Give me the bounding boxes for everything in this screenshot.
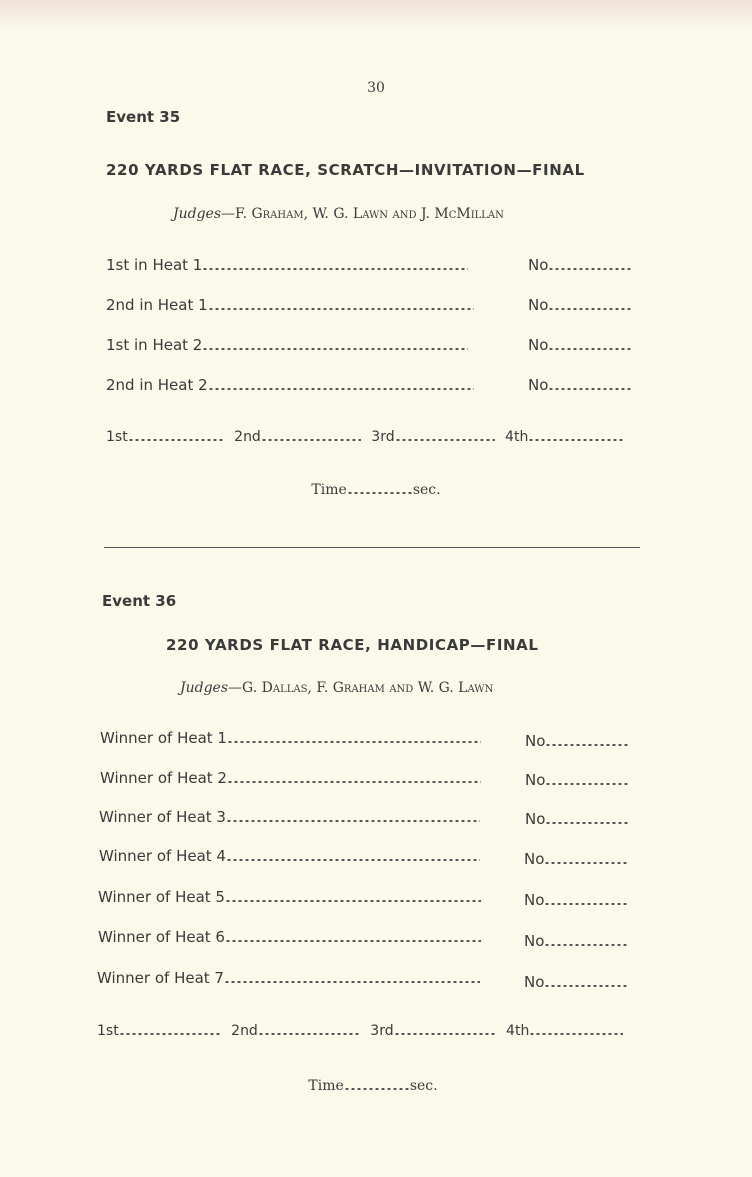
judges-prefix: Judges— — [173, 206, 236, 222]
fill-line[interactable] — [224, 981, 480, 983]
page-edge-shading — [0, 0, 752, 30]
number-fill-line[interactable] — [544, 985, 628, 987]
number-fill-line[interactable] — [548, 268, 632, 270]
place-fill-line[interactable] — [528, 439, 624, 441]
row-label: Winner of Heat 3 — [99, 808, 226, 826]
result-row — [106, 375, 474, 395]
row-label: 1st in Heat 2 — [106, 336, 203, 354]
fill-line[interactable] — [225, 900, 481, 902]
place-label: 4th — [505, 429, 529, 445]
number-field — [528, 375, 632, 395]
section-divider — [104, 547, 640, 548]
time-fill-line[interactable] — [344, 1088, 410, 1090]
fill-line[interactable] — [225, 940, 481, 942]
row-label: 2nd in Heat 2 — [106, 376, 208, 394]
judges-names: G. Dallas, F. Graham and W. G. Lawn — [242, 680, 494, 696]
number-fill-line[interactable] — [544, 903, 628, 905]
number-label: No — [524, 891, 545, 909]
fill-line[interactable] — [208, 388, 474, 390]
event-title: 220 YARDS FLAT RACE, SCRATCH—INVITATION—FINAL — [106, 161, 585, 179]
place-label: 3rd — [370, 1023, 394, 1039]
number-fill-line[interactable] — [548, 388, 632, 390]
result-row — [99, 846, 480, 866]
fill-line[interactable] — [226, 820, 480, 822]
time-fill-line[interactable] — [347, 492, 413, 494]
place-label: 1st — [106, 429, 128, 445]
row-label: 1st in Heat 1 — [106, 256, 203, 274]
result-row — [98, 927, 481, 947]
result-row — [98, 887, 481, 907]
time-line — [0, 482, 752, 498]
number-fill-line[interactable] — [548, 348, 632, 350]
row-label: Winner of Heat 6 — [98, 928, 225, 946]
event-label: Event 35 — [106, 108, 181, 126]
number-field — [525, 731, 629, 751]
place-label: 2nd — [234, 429, 261, 445]
place-fill-line[interactable] — [261, 439, 361, 441]
number-field — [528, 255, 632, 275]
number-label: No — [525, 771, 546, 789]
row-label: Winner of Heat 4 — [99, 847, 226, 865]
number-label: No — [525, 732, 546, 750]
result-row — [100, 768, 481, 788]
row-label: Winner of Heat 2 — [100, 769, 227, 787]
number-label: No — [524, 850, 545, 868]
event-title: 220 YARDS FLAT RACE, HANDICAP—FINAL — [166, 636, 539, 654]
time-line — [0, 1078, 752, 1094]
number-label: No — [524, 973, 545, 991]
number-fill-line[interactable] — [545, 822, 629, 824]
placings-line — [106, 429, 624, 445]
time-unit: sec. — [409, 1078, 438, 1094]
result-row — [99, 807, 480, 827]
page-number: 30 — [367, 80, 385, 96]
number-label: No — [528, 296, 549, 314]
number-field — [524, 931, 628, 951]
fill-line[interactable] — [202, 348, 468, 350]
time-label: Time — [308, 1078, 344, 1094]
judges-prefix: Judges— — [180, 680, 243, 696]
place-label: 1st — [97, 1023, 119, 1039]
number-field — [524, 890, 628, 910]
number-field — [528, 335, 632, 355]
number-field — [524, 972, 628, 992]
number-fill-line[interactable] — [548, 308, 632, 310]
place-label: 3rd — [371, 429, 395, 445]
result-row — [106, 255, 468, 275]
row-label: 2nd in Heat 1 — [106, 296, 208, 314]
result-row — [106, 335, 468, 355]
place-fill-line[interactable] — [529, 1033, 623, 1035]
fill-line[interactable] — [226, 859, 480, 861]
number-field — [525, 809, 629, 829]
placings-line — [97, 1023, 623, 1039]
fill-line[interactable] — [227, 781, 481, 783]
result-row — [106, 295, 474, 315]
number-label: No — [528, 336, 549, 354]
row-label: Winner of Heat 7 — [97, 969, 224, 987]
number-fill-line[interactable] — [545, 783, 629, 785]
place-fill-line[interactable] — [394, 1033, 496, 1035]
judges-line — [173, 206, 504, 222]
number-fill-line[interactable] — [544, 862, 628, 864]
row-label: Winner of Heat 1 — [100, 729, 227, 747]
fill-line[interactable] — [227, 741, 481, 743]
number-label: No — [525, 810, 546, 828]
place-fill-line[interactable] — [128, 439, 224, 441]
number-label: No — [524, 932, 545, 950]
number-field — [524, 849, 628, 869]
number-label: No — [528, 376, 549, 394]
place-fill-line[interactable] — [395, 439, 495, 441]
place-fill-line[interactable] — [119, 1033, 221, 1035]
place-label: 2nd — [231, 1023, 258, 1039]
row-label: Winner of Heat 5 — [98, 888, 225, 906]
number-field — [525, 770, 629, 790]
judges-names: F. Graham, W. G. Lawn and J. McMillan — [235, 206, 504, 222]
judges-line — [180, 680, 493, 696]
number-fill-line[interactable] — [545, 744, 629, 746]
time-label: Time — [311, 482, 347, 498]
time-unit: sec. — [412, 482, 441, 498]
number-label: No — [528, 256, 549, 274]
event-label: Event 36 — [102, 592, 177, 610]
result-row — [97, 968, 480, 988]
fill-line[interactable] — [208, 308, 474, 310]
number-field — [528, 295, 632, 315]
number-fill-line[interactable] — [544, 944, 628, 946]
place-label: 4th — [506, 1023, 530, 1039]
result-row — [100, 728, 481, 748]
place-fill-line[interactable] — [258, 1033, 360, 1035]
fill-line[interactable] — [202, 268, 468, 270]
